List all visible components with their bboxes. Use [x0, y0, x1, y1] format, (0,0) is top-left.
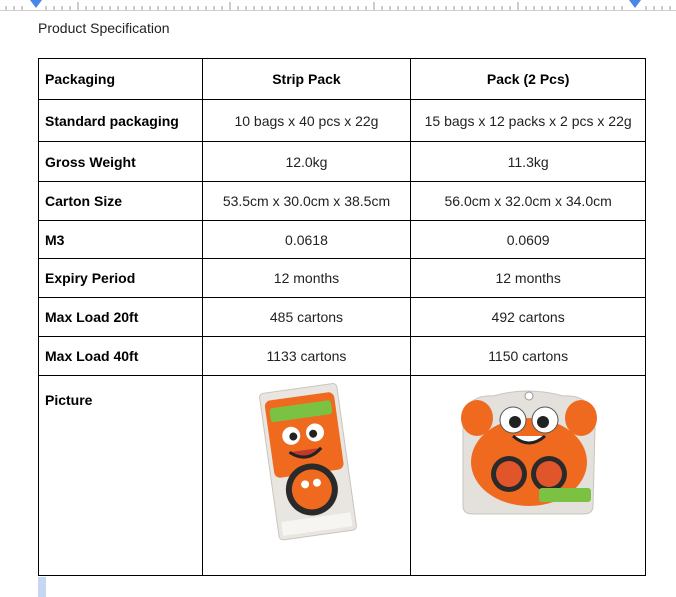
table-row [39, 100, 646, 142]
row-label: M3 [39, 221, 203, 259]
strip-pack-image[interactable] [251, 382, 361, 542]
header-label-cell: Packaging [39, 59, 203, 100]
table-row [39, 142, 646, 182]
left-indent-marker[interactable] [30, 0, 42, 8]
right-indent-marker[interactable] [629, 0, 641, 8]
row-col1-value: 53.5cm x 30.0cm x 38.5cm [202, 182, 411, 221]
row-label: Max Load 40ft [39, 337, 203, 376]
row-col2-value: 11.3kg [411, 142, 646, 182]
row-label: Gross Weight [39, 142, 203, 182]
row-col2-value: 15 bags x 12 packs x 2 pcs x 22g [411, 100, 646, 142]
row-col1-value: 10 bags x 40 pcs x 22g [202, 100, 411, 142]
strip-pack-picture-cell [202, 376, 411, 576]
ruler [0, 0, 676, 11]
row-col2-value: 12 months [411, 259, 646, 298]
row-col1-value: 12.0kg [202, 142, 411, 182]
row-col2-value: 492 cartons [411, 298, 646, 337]
row-col2-value: 1150 cartons [411, 337, 646, 376]
header-col1-cell: Strip Pack [202, 59, 411, 100]
row-label: Expiry Period [39, 259, 203, 298]
row-col1-value: 1133 cartons [202, 337, 411, 376]
spec-table [38, 58, 646, 576]
two-pack-picture-cell [411, 376, 646, 576]
row-col2-value: 56.0cm x 32.0cm x 34.0cm [411, 182, 646, 221]
picture-row [39, 376, 646, 576]
row-col1-value: 485 cartons [202, 298, 411, 337]
two-pack-image[interactable] [453, 388, 603, 518]
table-row [39, 337, 646, 376]
table-row [39, 182, 646, 221]
table-row [39, 221, 646, 259]
row-label: Max Load 20ft [39, 298, 203, 337]
page-heading: Product Specification [38, 20, 170, 36]
row-col1-value: 0.0618 [202, 221, 411, 259]
text-cursor-highlight [38, 577, 46, 597]
row-col1-value: 12 months [202, 259, 411, 298]
table-row [39, 298, 646, 337]
ruler-ticks [0, 0, 676, 10]
row-label: Carton Size [39, 182, 203, 221]
table-row [39, 259, 646, 298]
header-col2-cell: Pack (2 Pcs) [411, 59, 646, 100]
row-label: Standard packaging [39, 100, 203, 142]
table-header-row [39, 59, 646, 100]
row-col2-value: 0.0609 [411, 221, 646, 259]
picture-label: Picture [39, 376, 203, 576]
